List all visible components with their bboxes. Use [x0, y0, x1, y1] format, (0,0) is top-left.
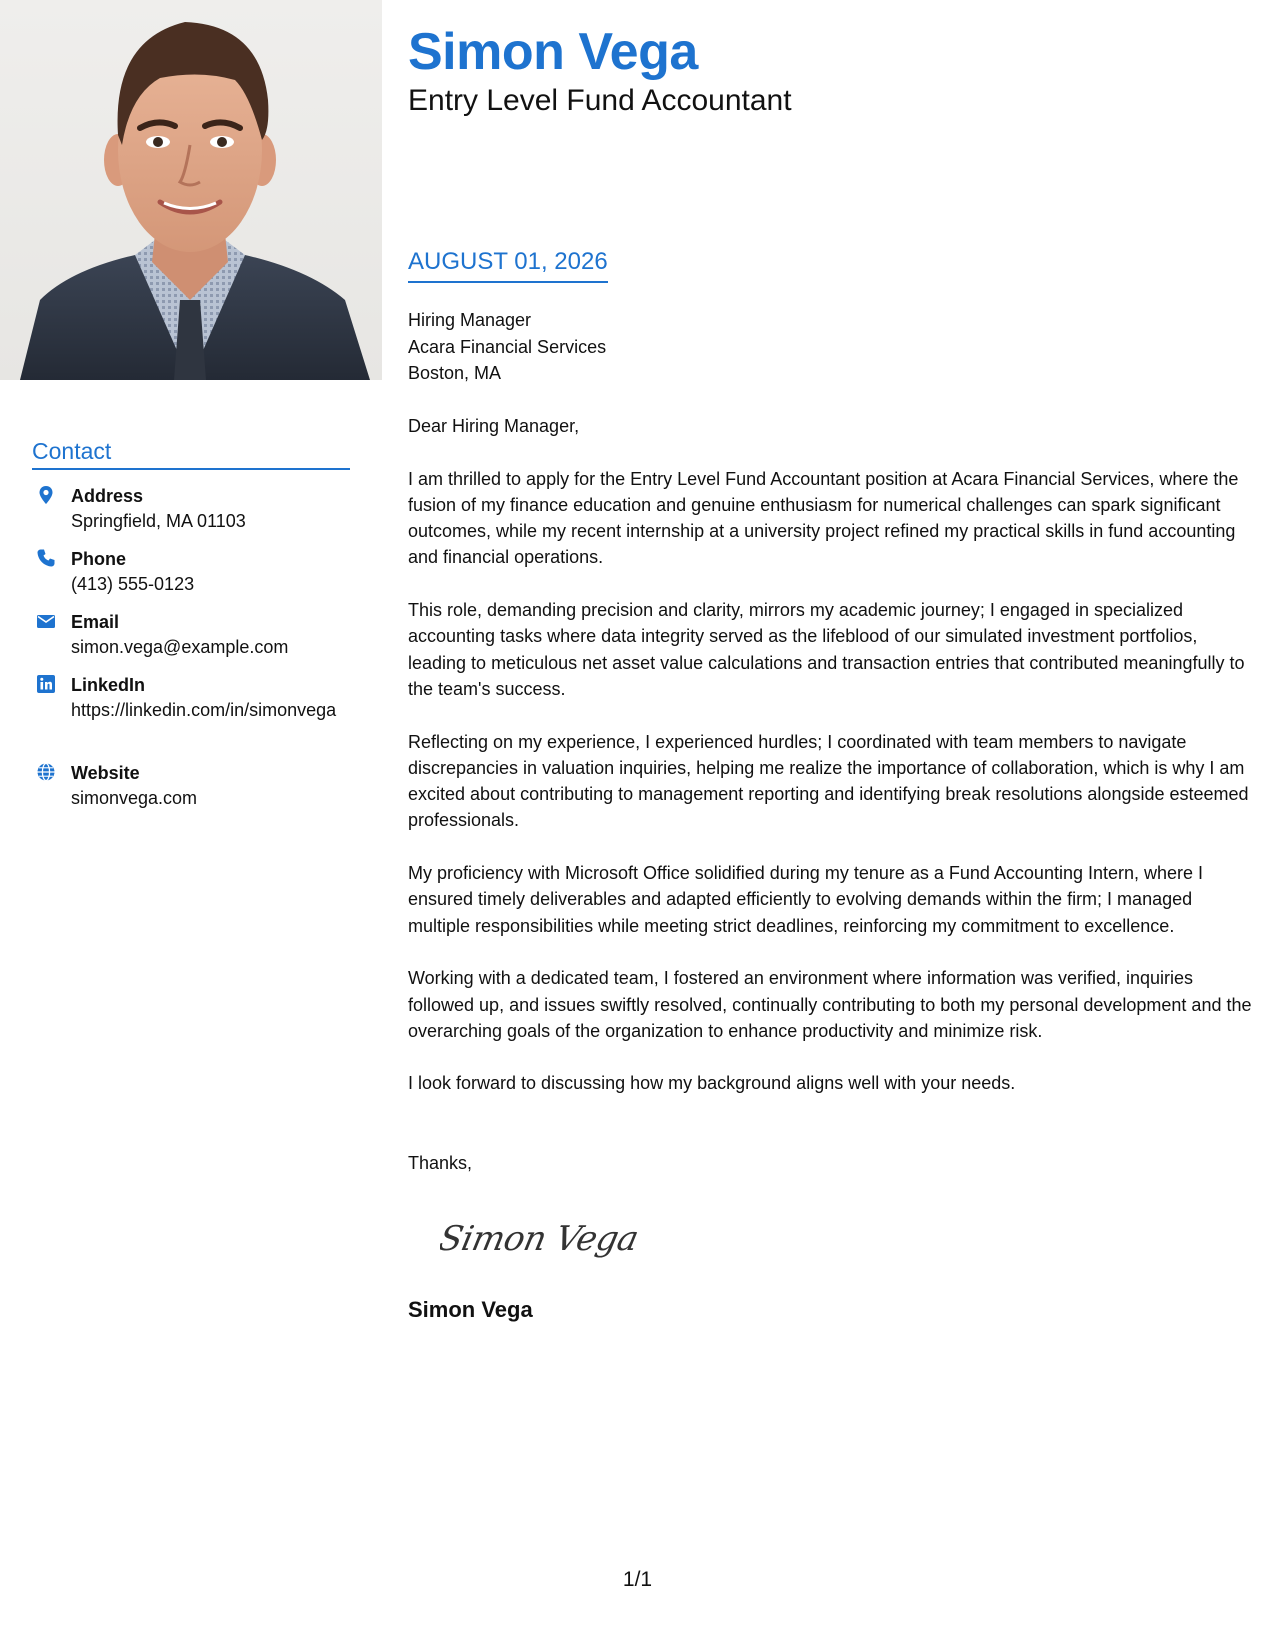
- letter-paragraph: My proficiency with Microsoft Office solidified during my tenure as a Fund Accounting Intern, where I ensured timely deliverables and adapted efficiently to evolving demands within the firm; I managed multiple responsibilities while meeting strict deadlines, reinforcing my commitment to excellence.: [408, 863, 1204, 936]
- recipient-block: [408, 307, 606, 387]
- email-icon: [36, 611, 56, 631]
- recipient-line: Hiring Manager: [408, 310, 532, 330]
- letter-paragraph: I am thrilled to apply for the Entry Level Fund Accountant position at Acara Financial Services, where the fusion of my finance education and genuine enthusiasm for numerical challenges can spark significant outcomes, while my recent internship at a university project refined my practical skills in fund accounting and financial operations.: [408, 468, 1239, 568]
- contact-value: (413) 555-0123: [71, 574, 195, 594]
- recipient-line: Boston, MA: [408, 363, 502, 383]
- handwritten-signature: [440, 1208, 640, 1273]
- page-number: 1/1: [622, 1568, 653, 1591]
- contact-label: Phone: [71, 549, 127, 569]
- contact-value[interactable]: https://linkedin.com/in/simonvega: [71, 700, 337, 720]
- letter-body: [408, 413, 1258, 1123]
- contact-label: Website: [71, 763, 140, 783]
- recipient-line: Acara Financial Services: [408, 336, 607, 357]
- contact-section-title: Contact: [32, 438, 350, 470]
- contact-label: LinkedIn: [71, 675, 146, 695]
- svg-text:Simon Vega: Simon Vega: [440, 1219, 640, 1259]
- letter-date: AUGUST 01, 2026: [408, 248, 608, 283]
- contact-value: simon.vega@example.com: [71, 637, 289, 657]
- letter-paragraph: Reflecting on my experience, I experienced hurdles; I coordinated with team members to navigate discrepancies in valuation inquiries, helping me realize the importance of collaboration, which is why I am excited about contributing to management reporting and identifying break resolutions alongside esteemed professionals.: [408, 731, 1249, 831]
- signature-image: [440, 1208, 640, 1268]
- location-pin-icon: [36, 485, 56, 505]
- contact-value: Springfield, MA 01103: [71, 511, 246, 531]
- contact-value[interactable]: simonvega.com: [71, 788, 198, 808]
- contact-label: Address: [71, 486, 144, 506]
- portrait-image: [0, 0, 382, 380]
- letter-paragraph: I look forward to discussing how my background aligns well with your needs.: [408, 1073, 1016, 1094]
- closing: Thanks,: [408, 1153, 473, 1173]
- contact-label: Email: [71, 612, 120, 632]
- letter-paragraph: This role, demanding precision and clarity, mirrors my academic journey; I engaged in specialized accounting tasks where data integrity served as the lifeblood of our simulated investment portfolios, leading to meticulous net asset value calculations and transaction entries that contributed meaningfully to the team's success.: [408, 600, 1245, 699]
- signed-name: Simon Vega: [408, 1297, 533, 1322]
- job-title: Entry Level Fund Accountant: [408, 84, 792, 117]
- linkedin-icon: [36, 674, 56, 694]
- phone-icon: [36, 548, 56, 568]
- letter-paragraph: Working with a dedicated team, I fostered an environment where information was verified, inquiries followed up, and issues swiftly resolved, continually contributing to both my personal development and the overarching goals of the organization to enhance productivity and minimize risk.: [408, 968, 1252, 1041]
- applicant-name: Simon Vega: [408, 23, 698, 81]
- globe-icon: [36, 762, 56, 782]
- salutation: Dear Hiring Manager,: [408, 416, 580, 436]
- profile-photo: [0, 0, 382, 380]
